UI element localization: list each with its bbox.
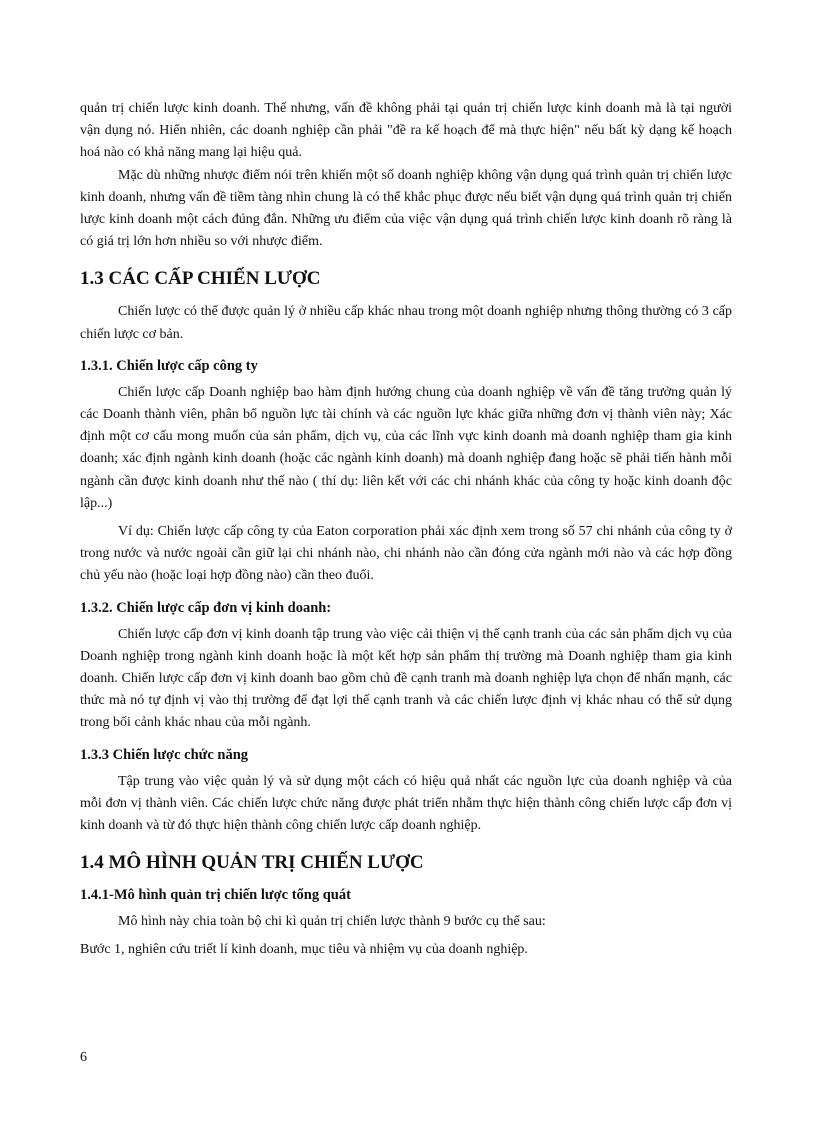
paragraph: quản trị chiến lược kinh doanh. Thế nhưng, vấn đề không phải tại quản trị chiến lược kinh doanh mà là tại người vận dụng nó. Hiển nhiên, các doanh nghiệp cần phải "đề ra kế hoạch để mà thực hiện" nếu bất kỳ dạng kế hoạch hoá nào có khả năng mang lại hiệu quả. bbox=[80, 101, 732, 161]
subsection-heading: 1.3.2. Chiến lược cấp đơn vị kinh doanh: bbox=[80, 599, 332, 616]
paragraph: Chiến lược cấp Doanh nghiệp bao hàm định hướng chung của doanh nghiệp về vấn đề tăng trưởng quản lý các Doanh thành viên, phân bổ nguồn lực tài chính và các nguồn lực khác giữa những đơn vị thành viên này; Xác định một cơ cấu mong muốn của sản phẩm, dịch vụ, của các lĩnh vực kinh doanh mà doanh nghiệp tham gia kinh doanh; xác định ngành kinh doanh (hoặc các ngành kinh doanh) mà doanh nghiệp đang hoặc sẽ phải tiến hành mỗi ngành cần được kinh doanh như thế nào ( thí dụ: liên kết với các chi nhánh khác của công ty hoặc kinh doanh độc lập...) bbox=[80, 384, 732, 511]
paragraph: Chiến lược cấp đơn vị kinh doanh tập trung vào việc cải thiện vị thế cạnh tranh của các sản phẩm dịch vụ của Doanh nghiệp trong ngành kinh doanh hoặc là một kết hợp sản phẩm thị trường mà Doanh nghiệp tham gia kinh doanh. Chiến lược cấp đơn vị kinh doanh bao gồm chủ đề cạnh tranh mà doanh nghiệp lựa chọn để nhấn mạnh, các thức mà nó tự định vị vào thị trường để đạt lợi thế cạnh tranh và các chiến lược định vị khác nhau có thể sử dụng trong bối cảnh khác nhau của mỗi ngành. bbox=[80, 626, 732, 731]
paragraph: Ví dụ: Chiến lược cấp công ty của Eaton corporation phải xác định xem trong số 57 chi nhánh của công ty ở trong nước và nước ngoài cần giữ lại chi nhánh nào, chi nhánh nào cần đóng cửa ngành mới nào và các hợp đồng chủ yếu nào (hoặc loại hợp đồng nào) cần theo đuổi. bbox=[80, 524, 732, 584]
subsection-heading: 1.4.1-Mô hình quản trị chiến lược tổng quát bbox=[80, 887, 351, 904]
paragraph: Bước 1, nghiên cứu triết lí kinh doanh, mục tiêu và nhiệm vụ của doanh nghiệp. bbox=[80, 942, 528, 958]
section-heading: 1.3 CÁC CẤP CHIẾN LƯỢC bbox=[80, 268, 321, 290]
paragraph: Mô hình này chia toàn bộ chi kì quản trị chiến lược thành 9 bước cụ thể sau: bbox=[118, 914, 546, 930]
page-number: 6 bbox=[80, 1050, 87, 1065]
paragraph: Mặc dù những nhược điểm nói trên khiến một số doanh nghiệp không vận dụng quá trình quản trị chiến lược kinh doanh, nhưng vấn đề tiềm tàng nhìn chung là có thể khắc phục được nếu biết vận dụng quá trình quản trị chiến lược kinh doanh một cách đúng đắn. Những ưu điểm của việc vận dụng quá trình chiến lược kinh doanh rõ ràng là có giá trị lớn hơn nhiều so với nhược điểm. bbox=[80, 167, 732, 250]
subsection-heading: 1.3.1. Chiến lược cấp công ty bbox=[80, 357, 258, 374]
section-heading: 1.4 MÔ HÌNH QUẢN TRỊ CHIẾN LƯỢC bbox=[80, 852, 424, 874]
page-content bbox=[80, 98, 732, 962]
paragraph: Chiến lược có thể được quản lý ở nhiều cấp khác nhau trong một doanh nghiệp nhưng thông thường có 3 cấp chiến lược cơ bản. bbox=[80, 304, 732, 342]
paragraph: Tập trung vào việc quản lý và sử dụng một cách có hiệu quả nhất các nguồn lực của doanh nghiệp và của mỗi đơn vị thành viên. Các chiến lược chức năng được phát triển nhằm thực hiện thành công chiến lược cấp đơn vị kinh doanh và từ đó thực hiện thành công chiến lược cấp doanh nghiệp. bbox=[80, 773, 732, 834]
subsection-heading: 1.3.3 Chiến lược chức năng bbox=[80, 746, 249, 763]
